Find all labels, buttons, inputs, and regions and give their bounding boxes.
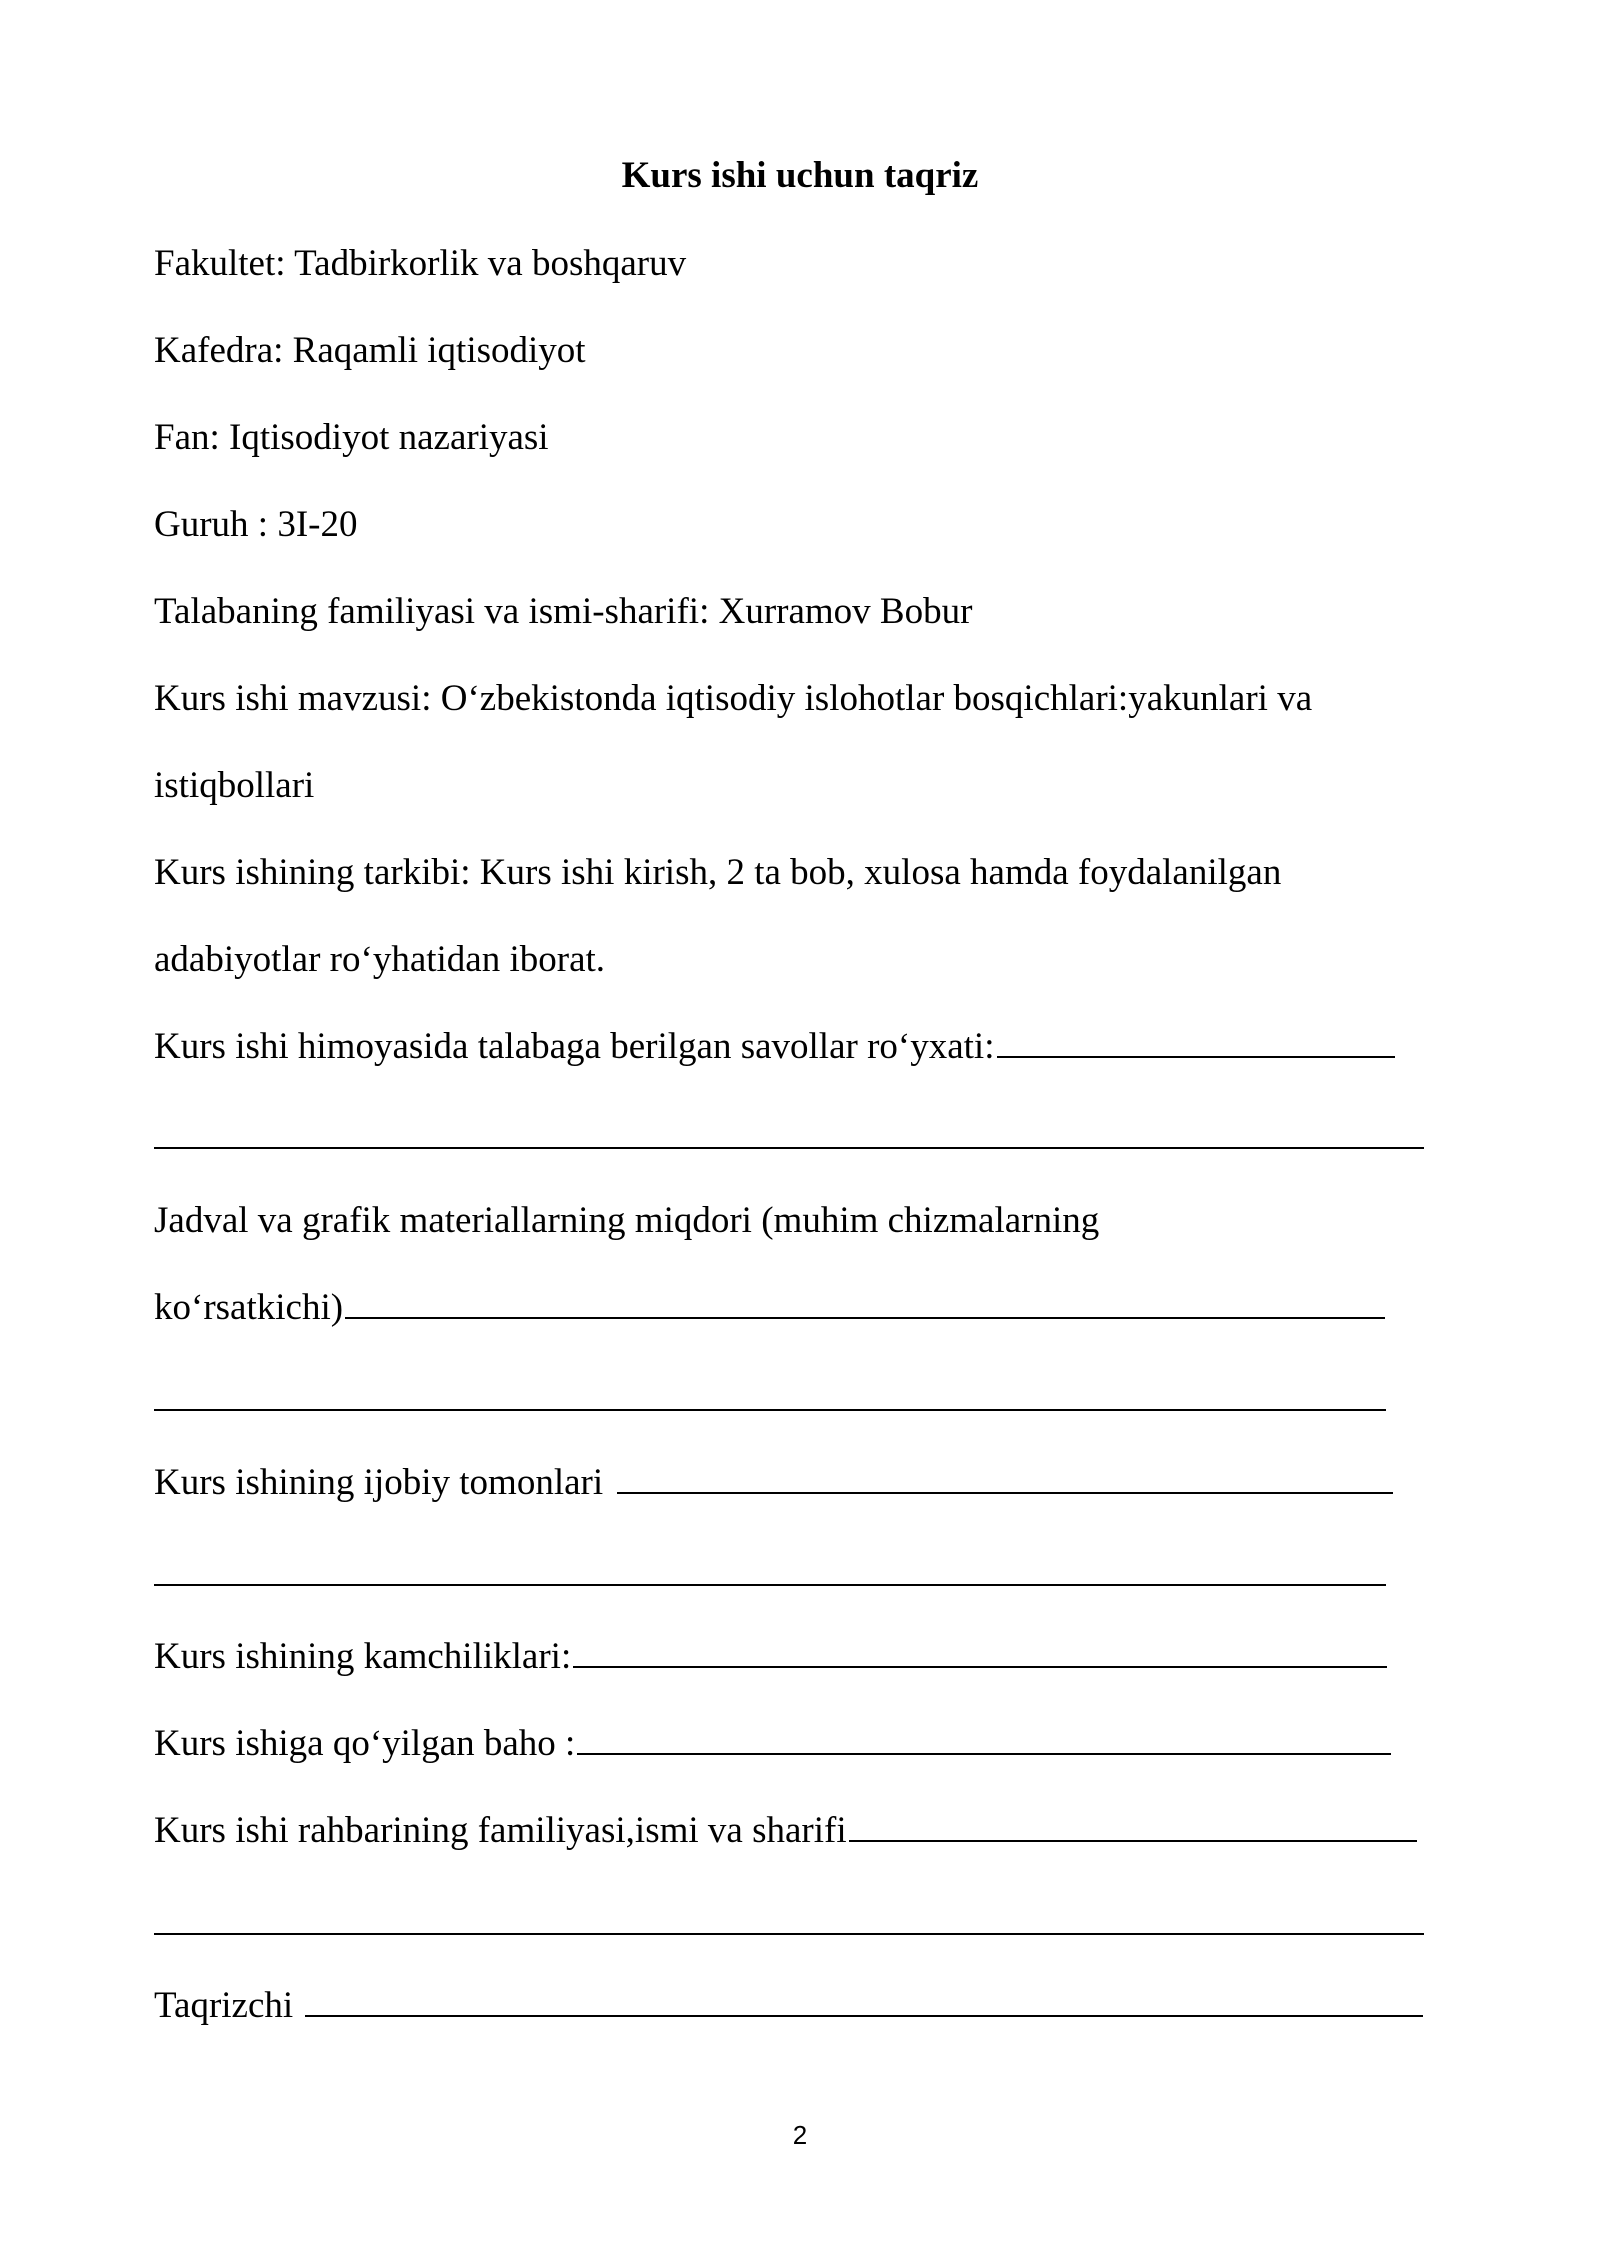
positives-blank-line[interactable] xyxy=(617,1491,1393,1494)
document-title: Kurs ishi uchun taqriz xyxy=(621,155,979,196)
supervisor-label: Kurs ishi rahbarining familiyasi,ismi va sharifi xyxy=(154,1810,847,1851)
positives-blank-line-2[interactable] xyxy=(154,1584,1386,1586)
topic-line-2: istiqbollari xyxy=(154,765,315,806)
questions-field xyxy=(154,1019,1395,1075)
grade-label: Kurs ishiga qo‘yilgan baho : xyxy=(154,1723,576,1764)
department-line: Kafedra: Raqamli iqtisodiyot xyxy=(154,330,586,371)
supervisor-field xyxy=(154,1803,1417,1859)
tables-blank-line[interactable] xyxy=(345,1316,1385,1319)
supervisor-blank-line[interactable] xyxy=(849,1839,1417,1842)
questions-label: Kurs ishi himoyasida talabaga berilgan savollar ro‘yxati: xyxy=(154,1026,995,1067)
tables-blank-line-2[interactable] xyxy=(154,1409,1386,1411)
questions-blank-line-2[interactable] xyxy=(154,1147,1424,1149)
tables-line-1: Jadval va grafik materiallarning miqdori (muhim chizmalarning xyxy=(154,1200,1100,1241)
tables-label: ko‘rsatkichi) xyxy=(154,1287,344,1328)
shortcomings-label: Kurs ishining kamchiliklari: xyxy=(154,1636,572,1677)
positives-field xyxy=(154,1455,1393,1511)
grade-field xyxy=(154,1716,1391,1772)
reviewer-label: Taqrizchi xyxy=(154,1985,294,2026)
page-number: 2 xyxy=(792,2120,808,2150)
topic-line-1: Kurs ishi mavzusi: O‘zbekistonda iqtisodiy islohotlar bosqichlari:yakunlari va xyxy=(154,678,1313,719)
shortcomings-field xyxy=(154,1629,1387,1685)
reviewer-blank-line[interactable] xyxy=(305,2014,1423,2017)
structure-line-1: Kurs ishining tarkibi: Kurs ishi kirish, 2 ta bob, xulosa hamda foydalanilgan xyxy=(154,852,1282,893)
grade-blank-line[interactable] xyxy=(577,1752,1391,1755)
shortcomings-blank-line[interactable] xyxy=(573,1665,1387,1668)
subject-line: Fan: Iqtisodiyot nazariyasi xyxy=(154,417,549,458)
faculty-line: Fakultet: Tadbirkorlik va boshqaruv xyxy=(154,243,687,284)
tables-field xyxy=(154,1280,1385,1336)
student-line: Talabaning familiyasi va ismi-sharifi: Xurramov Bobur xyxy=(154,591,973,632)
reviewer-field xyxy=(154,1978,1423,2034)
questions-blank-line[interactable] xyxy=(997,1055,1395,1058)
supervisor-blank-line-2[interactable] xyxy=(154,1933,1424,1935)
group-line: Guruh : 3I-20 xyxy=(154,504,358,545)
structure-line-2: adabiyotlar ro‘yhatidan iborat. xyxy=(154,939,606,980)
positives-label: Kurs ishining ijobiy tomonlari xyxy=(154,1462,604,1503)
